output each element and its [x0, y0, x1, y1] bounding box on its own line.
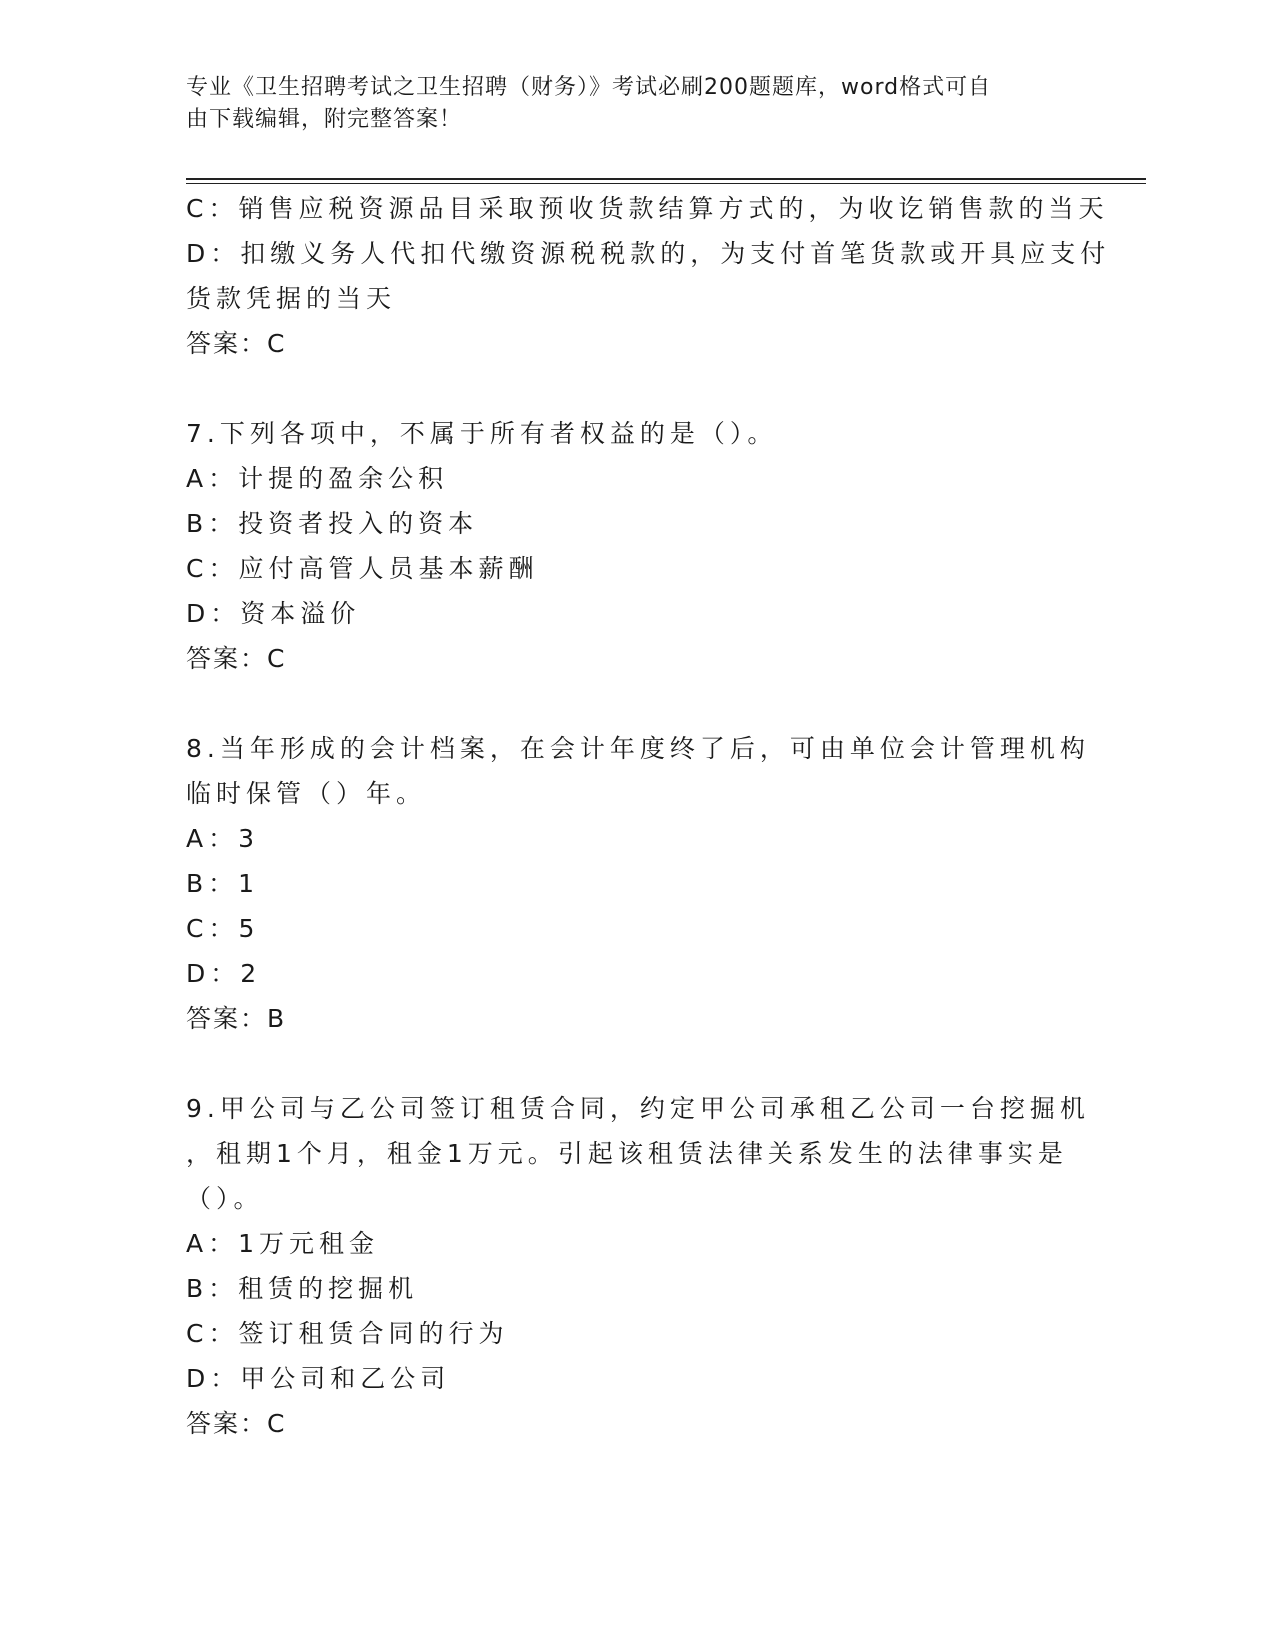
spacer [186, 366, 1086, 411]
option-c: C：5 [186, 914, 260, 943]
option-c: C：应付高管人员基本薪酬 [186, 554, 539, 583]
spacer [186, 1041, 1086, 1086]
option-d: D：2 [186, 959, 262, 988]
document-header [186, 72, 1066, 136]
option-b: B：1 [186, 869, 260, 898]
question-stem-continued: ，租期1个月，租金1万元。引起该租赁法律关系发生的法律事实是 [186, 1139, 1068, 1168]
option-d-continued: 货款凭据的当天 [186, 284, 397, 313]
header-title-line-2: 由下载编辑，附完整答案！ [186, 107, 463, 132]
question-stem: 9.甲公司与乙公司签订租赁合同，约定甲公司承租乙公司一台挖掘机 [186, 1094, 1090, 1123]
answer-line: 答案：B [186, 1004, 287, 1033]
question-stem: 8.当年形成的会计档案，在会计年度终了后，可由单位会计管理机构 [186, 734, 1090, 763]
question-9-block [186, 1086, 1090, 1446]
answer-line: 答案：C [186, 1409, 287, 1438]
option-b: B：租赁的挖掘机 [186, 1274, 419, 1303]
question-stem-continued: 临时保管（）年。 [186, 779, 427, 808]
option-a: A：1万元租金 [186, 1229, 380, 1258]
option-d: D：扣缴义务人代扣代缴资源税税款的，为支付首笔货款或开具应支付 [186, 239, 1111, 268]
option-c: C：销售应税资源品目采取预收货款结算方式的，为收讫销售款的当天 [186, 194, 1109, 223]
answer-line: 答案：C [186, 644, 287, 673]
header-divider [186, 178, 1146, 184]
option-d: D：资本溢价 [186, 599, 361, 628]
option-d: D：甲公司和乙公司 [186, 1364, 451, 1393]
option-a: A：计提的盈余公积 [186, 464, 449, 493]
question-8-block [186, 726, 1090, 1041]
option-c: C：签订租赁合同的行为 [186, 1319, 509, 1348]
option-a: A：3 [186, 824, 260, 853]
spacer [186, 681, 1086, 726]
question-6-block [186, 186, 1111, 366]
header-title-line-1: 专业《卫生招聘考试之卫生招聘（财务）》考试必刷200题题库，word格式可自 [186, 75, 992, 100]
question-stem-continued: （）。 [186, 1184, 264, 1213]
question-stem: 7.下列各项中，不属于所有者权益的是（）。 [186, 419, 778, 448]
answer-line: 答案：C [186, 329, 287, 358]
question-7-block [186, 411, 1086, 681]
option-b: B：投资者投入的资本 [186, 509, 479, 538]
question-content [186, 186, 1111, 1446]
